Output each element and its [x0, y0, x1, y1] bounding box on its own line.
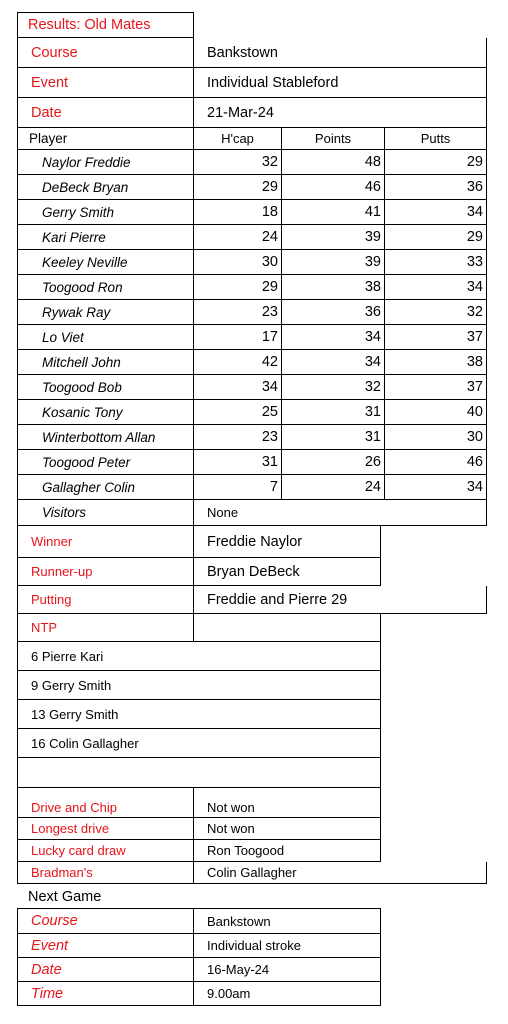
player-hcap: 29 [194, 175, 282, 200]
player-hcap: 31 [194, 450, 282, 475]
player-name: Kosanic Tony [17, 400, 194, 425]
next-date-value: 16-May-24 [194, 958, 381, 982]
player-points: 34 [282, 325, 385, 350]
course-value: Bankstown [194, 38, 487, 68]
player-hcap: 18 [194, 200, 282, 225]
player-points: 38 [282, 275, 385, 300]
player-name: Lo Viet [17, 325, 194, 350]
lucky-card-draw-label: Lucky card draw [17, 840, 194, 862]
player-hcap: 32 [194, 150, 282, 175]
player-hcap: 25 [194, 400, 282, 425]
player-points: 39 [282, 225, 385, 250]
event-value: Individual Stableford [194, 68, 487, 98]
lucky-card-draw-value: Ron Toogood [194, 840, 381, 862]
player-putts: 37 [385, 325, 487, 350]
bradmans-value: Colin Gallagher [194, 862, 487, 884]
runner-up-value: Bryan DeBeck [194, 558, 381, 586]
points-column-header: Points [282, 128, 385, 150]
player-points: 26 [282, 450, 385, 475]
player-points: 24 [282, 475, 385, 500]
player-name: Gerry Smith [17, 200, 194, 225]
next-event-value: Individual stroke [194, 934, 381, 958]
next-date-label: Date [17, 958, 194, 982]
player-points: 31 [282, 400, 385, 425]
putting-value: Freddie and Pierre 29 [194, 586, 487, 614]
event-label: Event [17, 68, 194, 98]
visitors-value: None [194, 500, 487, 526]
player-name: Gallagher Colin [17, 475, 194, 500]
player-putts: 29 [385, 225, 487, 250]
player-name: Winterbottom Allan [17, 425, 194, 450]
player-putts: 33 [385, 250, 487, 275]
bradmans-label: Bradman's [17, 862, 194, 884]
player-hcap: 42 [194, 350, 282, 375]
ntp-value-empty [194, 614, 381, 642]
player-hcap: 34 [194, 375, 282, 400]
hcap-column-header: H'cap [194, 128, 282, 150]
player-hcap: 23 [194, 300, 282, 325]
runner-up-label: Runner-up [17, 558, 194, 586]
ntp-item: 13 Gerry Smith [17, 700, 381, 729]
player-name: Kari Pierre [17, 225, 194, 250]
next-event-label: Event [17, 934, 194, 958]
next-time-value: 9.00am [194, 982, 381, 1006]
date-label: Date [17, 98, 194, 128]
drive-and-chip-label: Drive and Chip [17, 788, 194, 818]
results-title: Results: Old Mates [17, 12, 194, 38]
player-name: Naylor Freddie [17, 150, 194, 175]
player-hcap: 24 [194, 225, 282, 250]
player-putts: 34 [385, 475, 487, 500]
date-value: 21-Mar-24 [194, 98, 487, 128]
next-time-label: Time [17, 982, 194, 1006]
next-course-label: Course [17, 908, 194, 934]
player-hcap: 30 [194, 250, 282, 275]
drive-and-chip-value: Not won [194, 788, 381, 818]
ntp-item: 16 Colin Gallagher [17, 729, 381, 758]
putting-label: Putting [17, 586, 194, 614]
next-course-value: Bankstown [194, 908, 381, 934]
player-column-header: Player [17, 128, 194, 150]
player-points: 32 [282, 375, 385, 400]
winner-value: Freddie Naylor [194, 526, 381, 558]
player-name: Mitchell John [17, 350, 194, 375]
player-points: 39 [282, 250, 385, 275]
player-name: DeBeck Bryan [17, 175, 194, 200]
player-points: 34 [282, 350, 385, 375]
putts-column-header: Putts [385, 128, 487, 150]
player-putts: 40 [385, 400, 487, 425]
player-hcap: 23 [194, 425, 282, 450]
player-points: 31 [282, 425, 385, 450]
player-name: Rywak Ray [17, 300, 194, 325]
player-putts: 30 [385, 425, 487, 450]
next-game-title: Next Game [28, 889, 102, 905]
player-hcap: 17 [194, 325, 282, 350]
player-name: Toogood Peter [17, 450, 194, 475]
player-points: 36 [282, 300, 385, 325]
longest-drive-value: Not won [194, 818, 381, 840]
player-points: 48 [282, 150, 385, 175]
ntp-item: 6 Pierre Kari [17, 642, 381, 671]
player-points: 41 [282, 200, 385, 225]
longest-drive-label: Longest drive [17, 818, 194, 840]
player-putts: 34 [385, 275, 487, 300]
player-putts: 29 [385, 150, 487, 175]
player-name: Toogood Ron [17, 275, 194, 300]
player-putts: 36 [385, 175, 487, 200]
player-hcap: 29 [194, 275, 282, 300]
winner-label: Winner [17, 526, 194, 558]
player-putts: 38 [385, 350, 487, 375]
player-putts: 37 [385, 375, 487, 400]
player-putts: 32 [385, 300, 487, 325]
ntp-label: NTP [17, 614, 194, 642]
ntp-item-empty [17, 758, 381, 788]
player-points: 46 [282, 175, 385, 200]
player-hcap: 7 [194, 475, 282, 500]
player-putts: 34 [385, 200, 487, 225]
ntp-item: 9 Gerry Smith [17, 671, 381, 700]
course-label: Course [17, 38, 194, 68]
player-name: Toogood Bob [17, 375, 194, 400]
player-name: Keeley Neville [17, 250, 194, 275]
player-putts: 46 [385, 450, 487, 475]
visitors-label: Visitors [17, 500, 194, 526]
